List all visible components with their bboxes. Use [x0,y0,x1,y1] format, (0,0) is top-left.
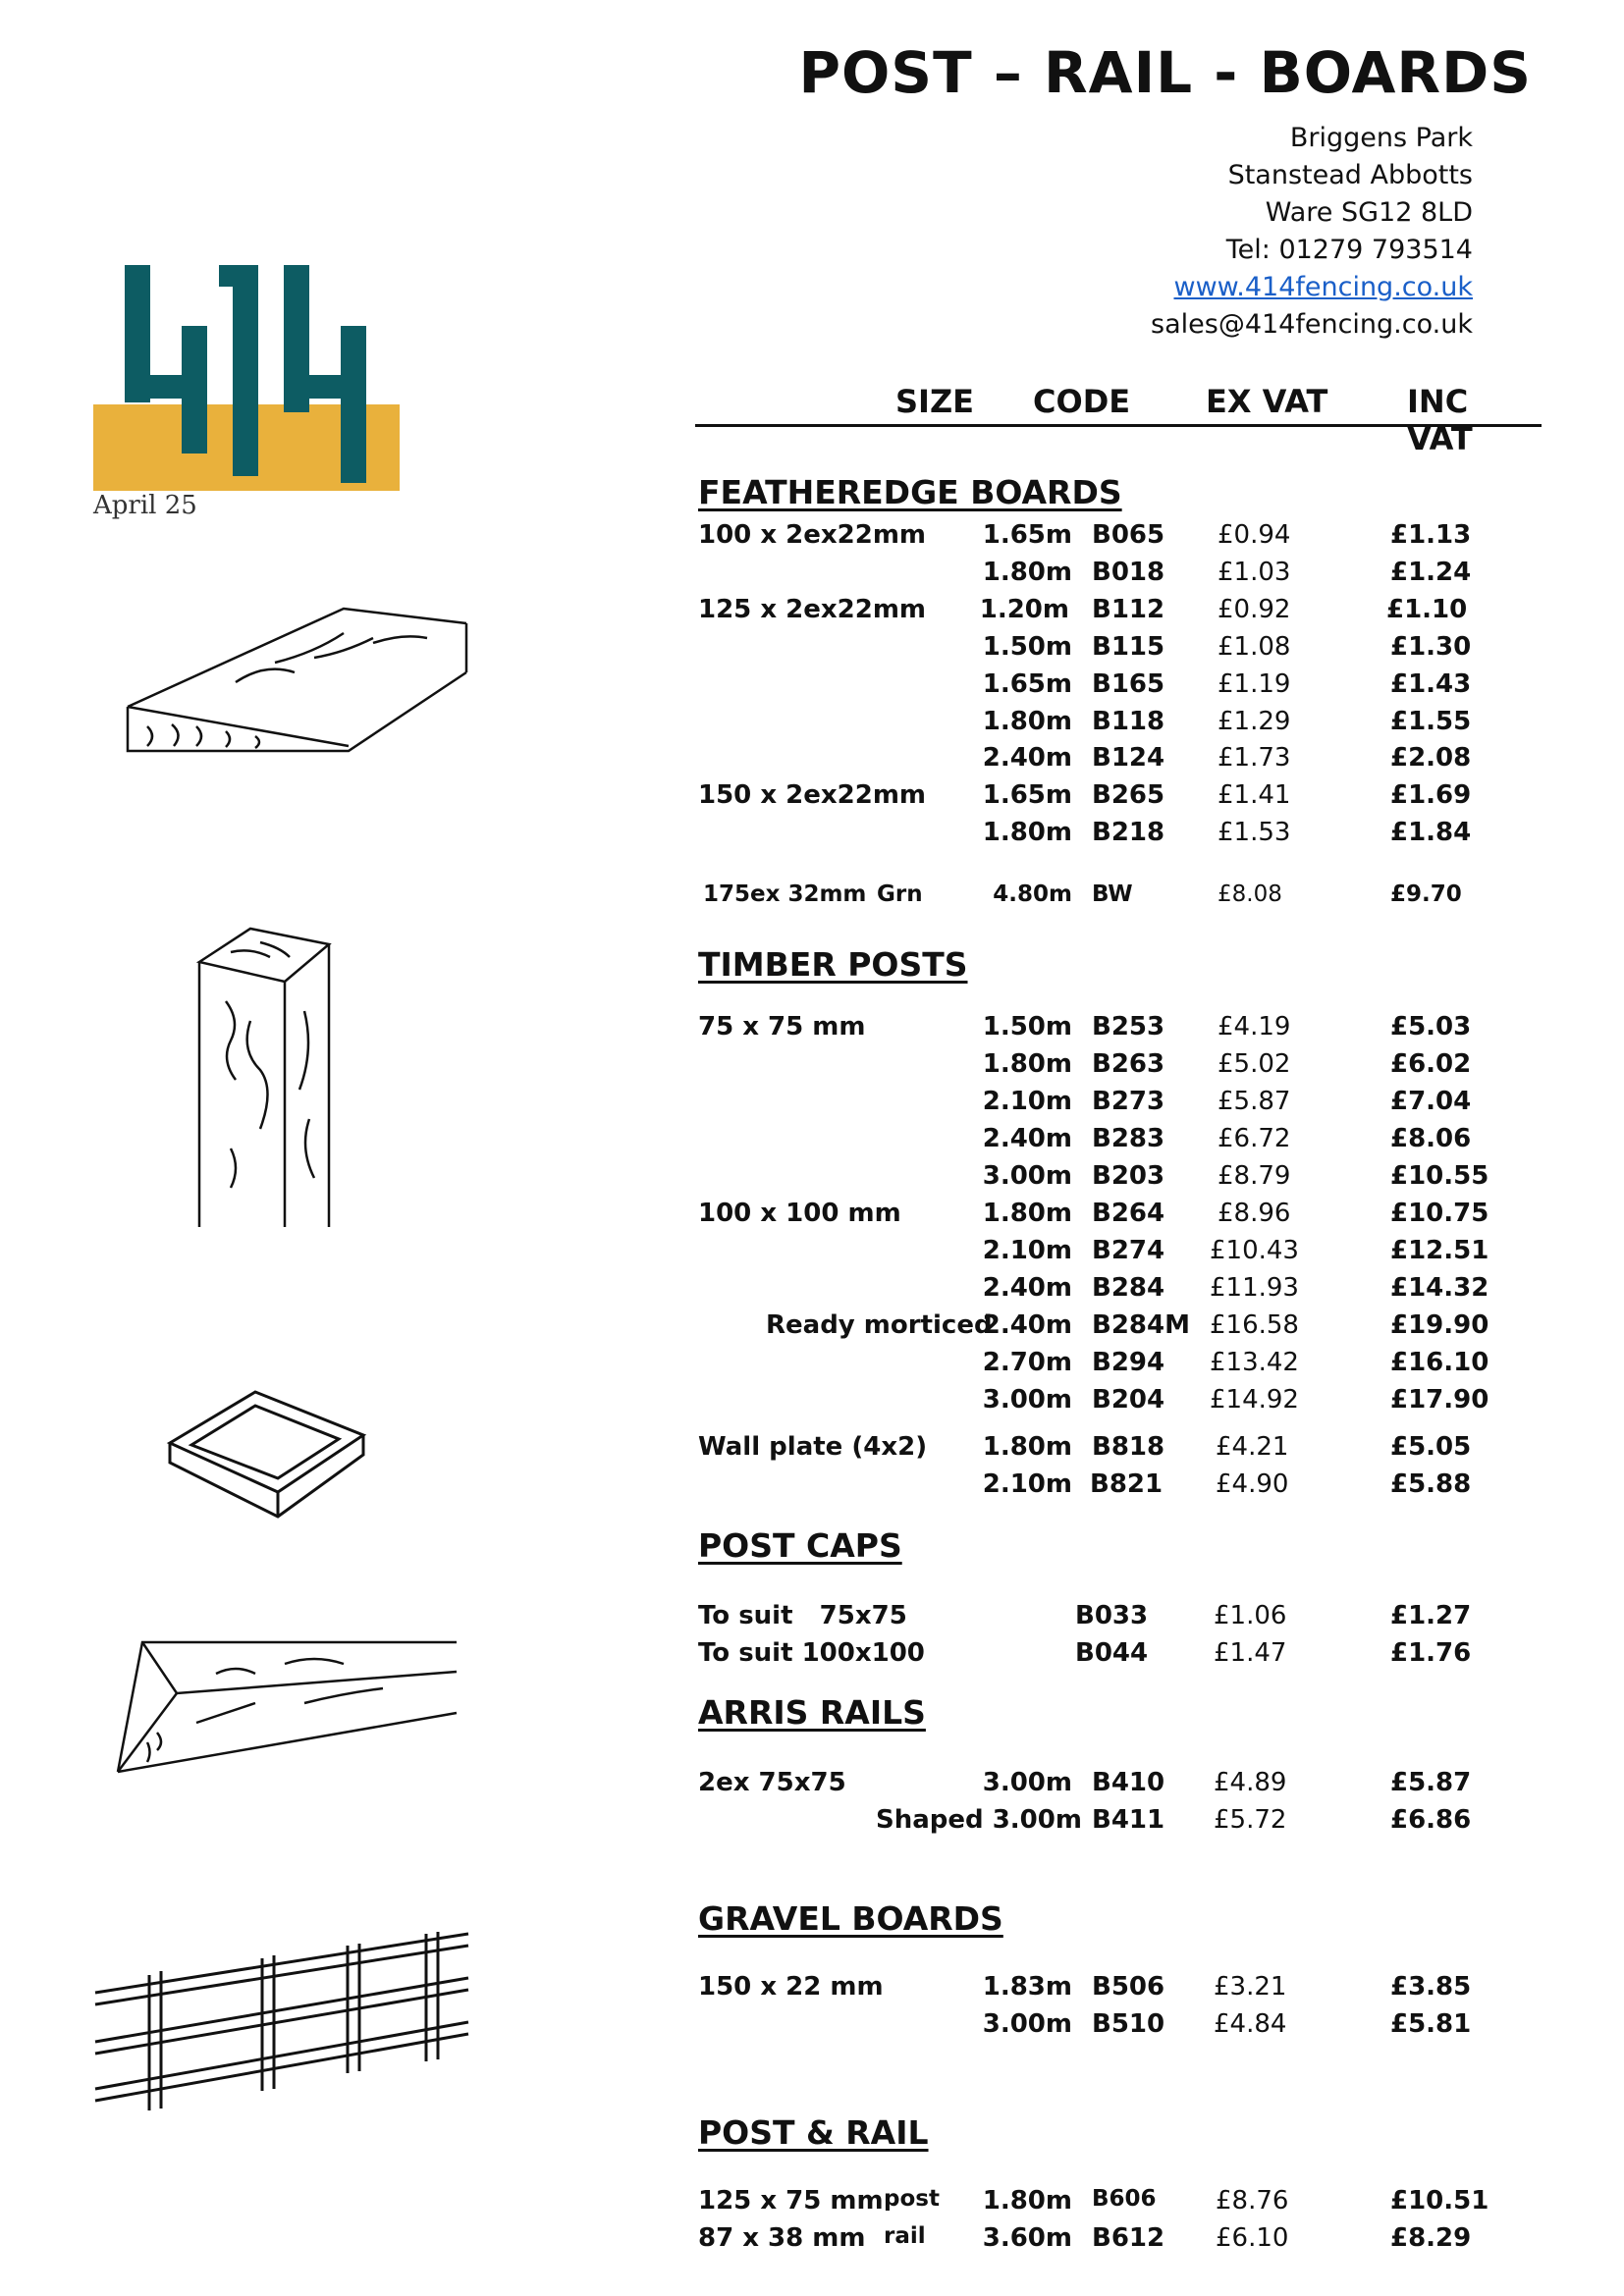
post-cap-illustration [162,1384,368,1522]
col-code: CODE [1033,383,1131,420]
table-row: 150 x 2ex22mm 1.65m B265 £1.41 £1.69 [698,780,1472,810]
address-line-3: Ware SG12 8LD [1265,197,1473,228]
section-featheredge: FEATHEREDGE BOARDS [698,473,1122,511]
table-row: Ready morticed 2.40m B284M £16.58 £19.90 [766,1310,1489,1340]
table-row: 100 x 100 mm 1.80m B264 £8.96 £10.75 [698,1199,1489,1228]
col-ex-vat: EX VAT [1206,383,1328,420]
email-address[interactable]: sales@414fencing.co.uk [1151,309,1473,340]
table-row: 3.00m B204 £14.92 £17.90 [982,1385,1489,1415]
table-row: 2.10m B274 £10.43 £12.51 [982,1236,1489,1265]
table-row: 1.80m B018 £1.03 £1.24 [982,558,1472,587]
post-and-rail-fence-illustration [90,1914,473,2120]
section-arris-rails: ARRIS RAILS [698,1693,926,1732]
arris-rail-illustration [108,1634,461,1782]
address-line-2: Stanstead Abbotts [1227,160,1473,190]
table-row: Wall plate (4x2) 1.80m B818 £4.21 £5.05 [698,1432,1472,1462]
col-size: SIZE [895,383,975,420]
table-row: 75 x 75 mm 1.50m B253 £4.19 £5.03 [698,1012,1472,1041]
table-row: 1.80m B218 £1.53 £1.84 [982,818,1472,847]
table-row: 2.10m B273 £5.87 £7.04 [982,1087,1472,1116]
table-row: 87 x 38 mm rail 3.60m B612 £6.10 £8.29 [698,2223,1472,2253]
table-row: 1.80m B263 £5.02 £6.02 [982,1049,1472,1079]
table-row: 3.00m B510 £4.84 £5.81 [982,2009,1472,2039]
website-link[interactable]: www.414fencing.co.uk [1173,272,1473,302]
table-row: To suit 100x100 B044 £1.47 £1.76 [698,1638,1472,1668]
table-row: 2.40m B124 £1.73 £2.08 [982,743,1472,773]
table-row: 3.00m B203 £8.79 £10.55 [982,1161,1489,1191]
address-line-1: Briggens Park [1289,123,1473,153]
telephone: Tel: 01279 793514 [1225,235,1473,265]
table-row: 1.50m B115 £1.08 £1.30 [982,632,1472,662]
section-post-caps: POST CAPS [698,1526,902,1565]
page-title: POST – RAIL - BOARDS [798,39,1532,106]
col-inc-vat: INC VAT [1407,383,1473,457]
table-row: 100 x 2ex22mm 1.65m B065 £0.94 £1.13 [698,520,1472,550]
table-row: 125 x 2ex22mm 1.20m B112 £0.92 £1.10 [698,595,1468,624]
table-row: To suit 75x75 B033 £1.06 £1.27 [698,1601,1472,1630]
section-gravel-boards: GRAVEL BOARDS [698,1899,1003,1938]
timber-post-illustration [191,923,349,1237]
table-row: 2.40m B284 £11.93 £14.32 [982,1273,1489,1303]
table-row: 150 x 22 mm 1.83m B506 £3.21 £3.85 [698,1972,1472,2002]
column-header [695,383,1542,457]
table-row: 2.40m B283 £6.72 £8.06 [982,1124,1472,1153]
table-row: 1.65m B165 £1.19 £1.43 [982,669,1472,699]
table-row: 125 x 75 mm post 1.80m B606 £8.76 £10.51 [698,2186,1489,2216]
company-logo [93,257,400,491]
table-row: 175ex 32mm Grn 4.80m BW £8.08 £9.70 [703,881,1462,907]
table-row: 1.80m B118 £1.29 £1.55 [982,707,1472,736]
section-post-rail: POST & RAIL [698,2113,929,2152]
table-row: 2.10m B821 £4.90 £5.88 [982,1469,1472,1499]
issue-date: April 25 [93,491,197,520]
featheredge-board-illustration [118,589,471,766]
address-block [1151,120,1473,344]
table-row: 2ex 75x75 3.00m B410 £4.89 £5.87 [698,1768,1472,1797]
table-row: 2.70m B294 £13.42 £16.10 [982,1348,1489,1377]
section-timber-posts: TIMBER POSTS [698,945,968,984]
table-row: Shaped 3.00m B411 £5.72 £6.86 [876,1805,1472,1835]
